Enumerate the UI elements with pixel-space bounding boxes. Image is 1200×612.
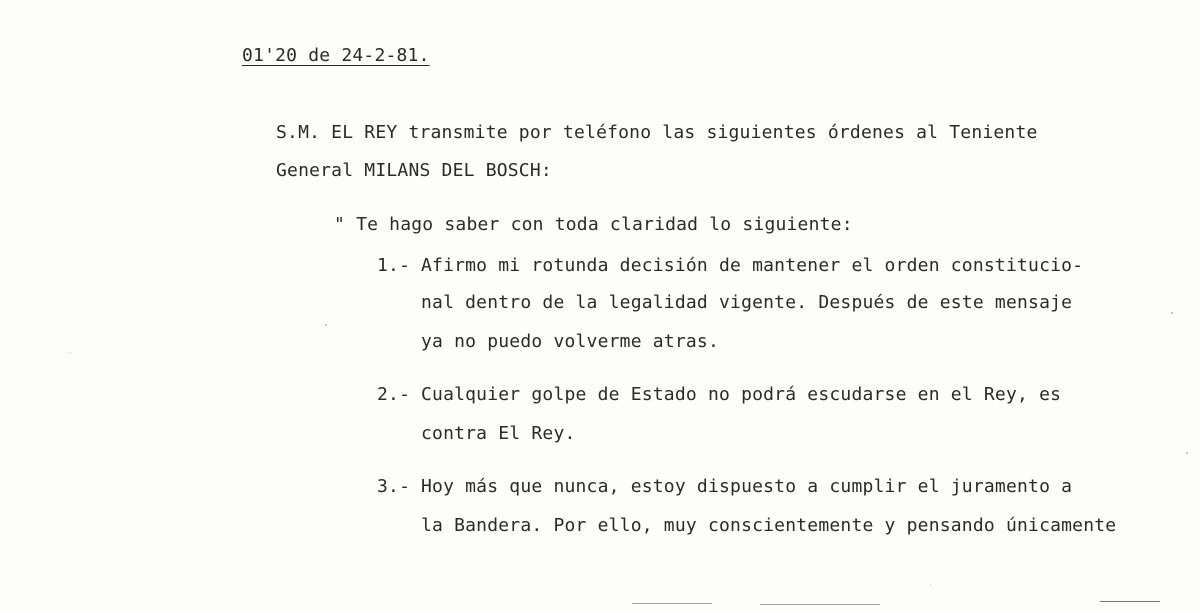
scan-speck <box>930 585 931 586</box>
item-3-line-2: la Bandera. Por ello, muy conscientemente y pensando únicamente <box>421 515 1117 536</box>
scan-speck <box>70 352 71 353</box>
item-number-3: 3.- <box>377 476 411 497</box>
document-header-date: 01'20 de 24-2-81. <box>242 45 430 66</box>
intro-line-2: General MILANS DEL BOSCH: <box>276 160 552 181</box>
scan-speck <box>325 324 327 326</box>
scan-edge-mark <box>760 604 880 605</box>
item-number-2: 2.- <box>377 384 411 405</box>
item-2-line-2: contra El Rey. <box>421 423 576 444</box>
item-number-1: 1.- <box>377 255 411 276</box>
item-2-line-1: Cualquier golpe de Estado no podrá escudarse en el Rey, es <box>421 384 1062 405</box>
scan-speck <box>1186 452 1188 454</box>
item-1-line-2: nal dentro de la legalidad vigente. Después de este mensaje <box>421 292 1073 313</box>
quote-intro: " Te hago saber con toda claridad lo siguiente: <box>334 214 853 235</box>
scan-speck <box>1171 312 1173 314</box>
item-1-line-1: Afirmo mi rotunda decisión de mantener el orden constitucio- <box>421 255 1084 276</box>
scan-edge-mark <box>1100 601 1160 602</box>
item-3-line-1: Hoy más que nunca, estoy dispuesto a cumplir el juramento a <box>421 476 1073 497</box>
scan-edge-mark <box>632 603 712 604</box>
item-1-line-3: ya no puedo volverme atras. <box>421 331 719 352</box>
intro-line-1: S.M. EL REY transmite por teléfono las siguientes órdenes al Teniente <box>276 122 1038 143</box>
